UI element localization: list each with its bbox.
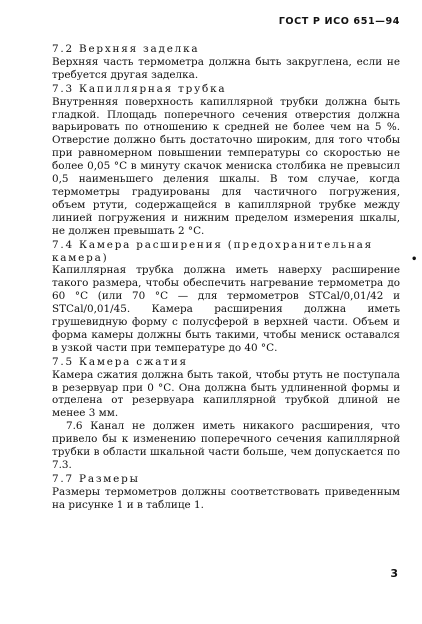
section-heading-7-3: 7.3 Капиллярная трубка: [52, 82, 227, 95]
section-text-7-3: Внутренняя поверхность капиллярной трубки должна быть гладкой. Площадь поперечного сечения отверстия должна варьировать по отношению к средней не более чем на 5 %. Отверстие должно быть достаточно широким, для того чтобы при равномерном повышении температуры со скоростью не более 0,05 °С в минуту скачок мениска столбика не превысил 0,5 наименьшего деления шкалы. В том случае, когда термометры градуированы для частичного погружения, объем ртути, содержащейся в капиллярной трубке между линией погружения и нижним пределом измерения шкалы, не должен превышать 2 °С.: [52, 95, 400, 237]
section-text-7-5: Камера сжатия должна быть такой, чтобы ртуть не поступала в резервуар при 0 °С. Она должна быть удлиненной формы и отделена от резервуара капиллярной трубкой длиной не менее 3 мм.: [52, 368, 400, 420]
margin-mark: •: [411, 254, 418, 265]
section-text-7-2: Верхняя часть термометра должна быть закруглена, если не требуется другая заделка.: [52, 55, 400, 81]
section-text-7-6: 7.6 Канал не должен иметь никакого расширения, что привело бы к изменению поперечного сечения капиллярной трубки в области шкальной части больше, чем допускается по 7.3.: [52, 420, 400, 471]
section-heading-7-5: 7.5 Камера сжатия: [52, 355, 188, 368]
section-text-7-7: Размеры термометров должны соответствовать приведенным на рисунке 1 и в таблице 1.: [52, 485, 400, 511]
section-text-7-4: Капиллярная трубка должна иметь наверху расширение такого размера, чтобы обеспечить нагревание термометра до 60 °С (или 70 °С — для термометров STCal/0,01/42 и STCal/0,01/45. Камера расширения должна иметь грушевидную форму с полусферой в верхней части. Объем и форма камеры должны быть такими, чтобы мениск оставался в узкой части при температуре до 40 °С.: [52, 264, 400, 354]
section-heading-7-4: 7.4 Камера расширения (предохранительная камера): [52, 238, 374, 264]
page-number: 3: [390, 567, 398, 580]
page-body: [52, 42, 400, 512]
section-heading-7-2: 7.2 Верхняя заделка: [52, 43, 200, 55]
section-heading-7-7: 7.7 Размеры: [52, 472, 140, 485]
document-header: ГОСТ Р ИСО 651—94: [278, 16, 400, 27]
